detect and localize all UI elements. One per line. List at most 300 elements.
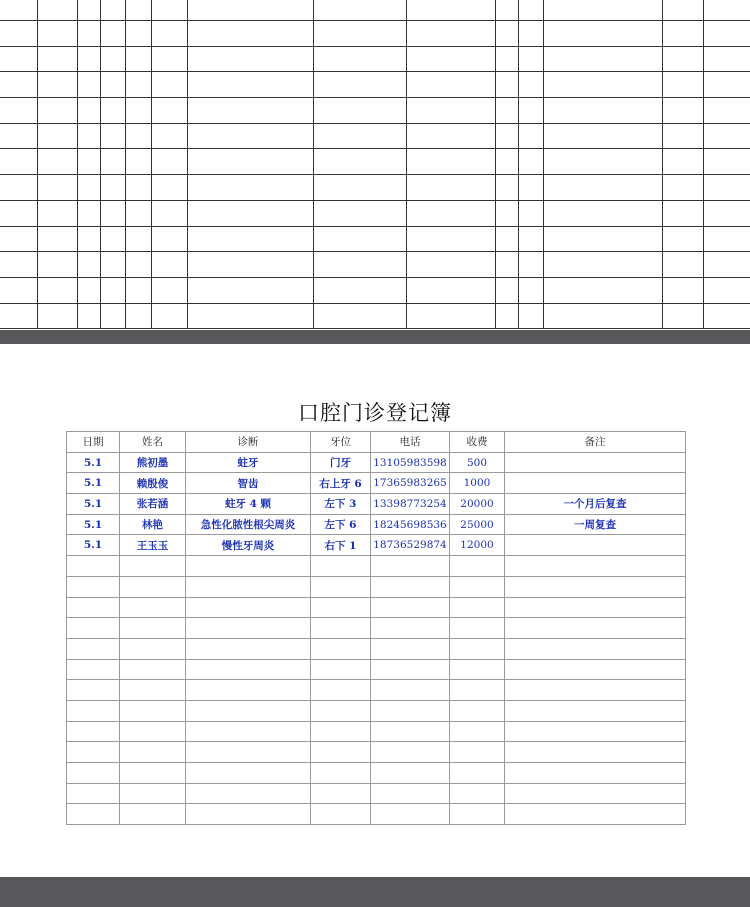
empty-cell (38, 0, 78, 21)
empty-cell (496, 72, 519, 98)
note-cell: 一个月后复查 (505, 494, 686, 515)
empty-cell (67, 742, 120, 763)
empty-cell (120, 556, 186, 577)
empty-cell (120, 618, 186, 639)
empty-cell (67, 721, 120, 742)
empty-cell (371, 618, 450, 639)
diagnosis-cell: 慢性牙周炎 (186, 535, 311, 556)
table-row-empty (67, 680, 686, 701)
table-row-empty (67, 763, 686, 784)
empty-cell (505, 783, 686, 804)
empty-cell (371, 556, 450, 577)
empty-grid-row (0, 175, 750, 201)
empty-cell (544, 123, 663, 149)
tooth-cell: 左下 3 (311, 494, 371, 515)
empty-cell (152, 21, 188, 47)
empty-cell (186, 597, 311, 618)
empty-cell (519, 0, 544, 21)
empty-cell (126, 98, 152, 124)
empty-cell (120, 597, 186, 618)
empty-cell (450, 659, 505, 680)
empty-cell (120, 659, 186, 680)
empty-cell (67, 763, 120, 784)
empty-cell (450, 804, 505, 825)
empty-cell (311, 721, 371, 742)
empty-cell (120, 638, 186, 659)
empty-cell (67, 576, 120, 597)
empty-cell (126, 200, 152, 226)
empty-cell (314, 200, 407, 226)
empty-cell (152, 200, 188, 226)
empty-cell (152, 175, 188, 201)
empty-cell (519, 123, 544, 149)
empty-cell (544, 0, 663, 21)
empty-cell (38, 277, 78, 303)
fee-cell: 500 (450, 452, 505, 473)
empty-cell (101, 72, 126, 98)
empty-cell (663, 226, 704, 252)
empty-cell (314, 21, 407, 47)
empty-cell (67, 700, 120, 721)
table-row-empty (67, 597, 686, 618)
table-row-empty (67, 618, 686, 639)
empty-cell (126, 303, 152, 329)
empty-cell (371, 659, 450, 680)
tooth-cell: 门牙 (311, 452, 371, 473)
empty-cell (188, 72, 314, 98)
empty-cell (0, 72, 38, 98)
empty-cell (120, 763, 186, 784)
empty-cell (314, 98, 407, 124)
empty-cell (78, 123, 101, 149)
empty-cell (101, 0, 126, 21)
empty-cell (78, 21, 101, 47)
empty-cell (152, 98, 188, 124)
empty-cell (78, 0, 101, 21)
empty-cell (311, 597, 371, 618)
empty-cell (126, 21, 152, 47)
empty-grid-row (0, 72, 750, 98)
empty-cell (78, 72, 101, 98)
empty-cell (407, 303, 496, 329)
empty-cell (704, 200, 750, 226)
empty-cell (311, 783, 371, 804)
empty-cell (314, 123, 407, 149)
column-header-date: 日期 (67, 432, 120, 453)
empty-cell (371, 804, 450, 825)
empty-grid-row (0, 277, 750, 303)
empty-cell (186, 680, 311, 701)
empty-cell (519, 200, 544, 226)
empty-cell (188, 0, 314, 21)
page-separator (0, 330, 750, 344)
empty-cell (544, 252, 663, 278)
empty-cell (38, 149, 78, 175)
table-row-empty (67, 638, 686, 659)
name-cell: 张若涵 (120, 494, 186, 515)
empty-cell (188, 149, 314, 175)
empty-cell (0, 98, 38, 124)
empty-cell (126, 0, 152, 21)
empty-cell (120, 783, 186, 804)
empty-cell (407, 21, 496, 47)
table-row (67, 535, 686, 556)
column-header-diagnosis: 诊断 (186, 432, 311, 453)
empty-cell (101, 226, 126, 252)
empty-cell (704, 123, 750, 149)
empty-cell (519, 226, 544, 252)
empty-cell (407, 72, 496, 98)
empty-cell (519, 21, 544, 47)
phone-cell: 17365983265 (371, 473, 450, 494)
empty-cell (663, 175, 704, 201)
empty-cell (311, 763, 371, 784)
empty-cell (0, 149, 38, 175)
empty-cell (450, 576, 505, 597)
empty-cell (0, 252, 38, 278)
empty-cell (38, 46, 78, 72)
empty-cell (505, 618, 686, 639)
empty-cell (101, 123, 126, 149)
table-row-empty (67, 804, 686, 825)
empty-cell (544, 149, 663, 175)
empty-cell (505, 576, 686, 597)
empty-cell (663, 0, 704, 21)
empty-cell (450, 556, 505, 577)
empty-cell (407, 200, 496, 226)
date-cell: 5.1 (67, 535, 120, 556)
empty-cell (152, 277, 188, 303)
diagnosis-cell: 智齿 (186, 473, 311, 494)
empty-cell (120, 804, 186, 825)
empty-cell (152, 72, 188, 98)
empty-cell (371, 783, 450, 804)
empty-cell (78, 98, 101, 124)
empty-cell (126, 175, 152, 201)
empty-cell (186, 576, 311, 597)
empty-cell (496, 21, 519, 47)
phone-cell: 13398773254 (371, 494, 450, 515)
empty-cell (0, 21, 38, 47)
empty-cell (704, 175, 750, 201)
empty-cell (67, 638, 120, 659)
empty-cell (505, 721, 686, 742)
date-cell: 5.1 (67, 494, 120, 515)
empty-cell (544, 72, 663, 98)
empty-cell (505, 556, 686, 577)
name-cell: 熊初墨 (120, 452, 186, 473)
empty-cell (186, 638, 311, 659)
empty-cell (0, 0, 38, 21)
empty-cell (311, 700, 371, 721)
register-table (66, 431, 686, 825)
empty-cell (496, 0, 519, 21)
empty-cell (704, 277, 750, 303)
register-page (0, 344, 750, 877)
empty-cell (505, 763, 686, 784)
empty-cell (505, 804, 686, 825)
empty-cell (505, 659, 686, 680)
empty-grid-row (0, 200, 750, 226)
empty-cell (544, 46, 663, 72)
empty-cell (663, 21, 704, 47)
empty-cell (663, 149, 704, 175)
empty-cell (407, 0, 496, 21)
empty-cell (505, 700, 686, 721)
empty-cell (407, 277, 496, 303)
empty-cell (152, 149, 188, 175)
empty-cell (407, 175, 496, 201)
empty-cell (188, 277, 314, 303)
empty-grid-row (0, 0, 750, 21)
table-row (67, 494, 686, 515)
empty-grid-row (0, 21, 750, 47)
empty-cell (67, 618, 120, 639)
empty-cell (67, 804, 120, 825)
empty-cell (519, 252, 544, 278)
empty-cell (704, 21, 750, 47)
empty-cell (311, 659, 371, 680)
empty-cell (67, 680, 120, 701)
column-header-tooth: 牙位 (311, 432, 371, 453)
empty-cell (38, 226, 78, 252)
empty-cell (544, 98, 663, 124)
empty-cell (101, 277, 126, 303)
empty-cell (126, 252, 152, 278)
empty-cell (663, 123, 704, 149)
empty-cell (152, 252, 188, 278)
empty-cell (505, 638, 686, 659)
empty-cell (544, 277, 663, 303)
empty-cell (663, 72, 704, 98)
empty-grid-row (0, 149, 750, 175)
column-header-phone: 电话 (371, 432, 450, 453)
empty-cell (407, 46, 496, 72)
empty-cell (101, 175, 126, 201)
empty-cell (101, 252, 126, 278)
empty-cell (67, 783, 120, 804)
empty-cell (67, 659, 120, 680)
empty-cell (496, 46, 519, 72)
empty-cell (0, 303, 38, 329)
note-cell: 一周复查 (505, 514, 686, 535)
empty-grid-row (0, 123, 750, 149)
empty-cell (407, 149, 496, 175)
fee-cell: 20000 (450, 494, 505, 515)
empty-cell (544, 175, 663, 201)
empty-cell (78, 149, 101, 175)
empty-cell (0, 226, 38, 252)
empty-cell (450, 618, 505, 639)
empty-grid-row (0, 303, 750, 329)
empty-cell (314, 226, 407, 252)
empty-cell (496, 303, 519, 329)
name-cell: 王玉玉 (120, 535, 186, 556)
empty-cell (0, 46, 38, 72)
empty-cell (663, 252, 704, 278)
empty-cell (371, 742, 450, 763)
empty-cell (188, 252, 314, 278)
empty-cell (663, 98, 704, 124)
empty-cell (314, 0, 407, 21)
empty-cell (704, 46, 750, 72)
empty-cell (314, 149, 407, 175)
empty-cell (38, 72, 78, 98)
name-cell: 赖殷俊 (120, 473, 186, 494)
empty-cell (0, 200, 38, 226)
empty-cell (496, 226, 519, 252)
diagnosis-cell: 蛀牙 4 颗 (186, 494, 311, 515)
empty-cell (126, 72, 152, 98)
empty-cell (704, 149, 750, 175)
empty-cell (450, 721, 505, 742)
empty-cell (371, 700, 450, 721)
empty-cell (371, 597, 450, 618)
fee-cell: 12000 (450, 535, 505, 556)
empty-grid-row (0, 46, 750, 72)
empty-cell (0, 277, 38, 303)
empty-cell (519, 303, 544, 329)
empty-cell (78, 200, 101, 226)
empty-cell (126, 277, 152, 303)
note-cell (505, 535, 686, 556)
empty-cell (314, 175, 407, 201)
table-row-empty (67, 576, 686, 597)
empty-cell (314, 252, 407, 278)
table-row-empty (67, 659, 686, 680)
column-header-name: 姓名 (120, 432, 186, 453)
empty-cell (450, 638, 505, 659)
empty-cell (407, 98, 496, 124)
empty-cell (188, 200, 314, 226)
empty-cell (67, 597, 120, 618)
empty-cell (120, 576, 186, 597)
empty-cell (101, 149, 126, 175)
empty-cell (38, 98, 78, 124)
empty-cell (188, 98, 314, 124)
empty-cell (186, 783, 311, 804)
empty-cell (311, 742, 371, 763)
empty-cell (496, 123, 519, 149)
empty-cell (38, 252, 78, 278)
empty-cell (544, 200, 663, 226)
empty-cell (311, 638, 371, 659)
empty-cell (188, 46, 314, 72)
empty-cell (101, 200, 126, 226)
empty-cell (311, 618, 371, 639)
header-row (67, 432, 686, 453)
empty-cell (311, 556, 371, 577)
empty-cell (78, 277, 101, 303)
diagnosis-cell: 蛀牙 (186, 452, 311, 473)
empty-cell (450, 680, 505, 701)
empty-grid-row (0, 226, 750, 252)
empty-cell (450, 742, 505, 763)
note-cell (505, 452, 686, 473)
empty-cell (0, 123, 38, 149)
empty-cell (496, 200, 519, 226)
empty-cell (126, 46, 152, 72)
empty-cell (311, 576, 371, 597)
date-cell: 5.1 (67, 514, 120, 535)
empty-cell (120, 680, 186, 701)
empty-cell (101, 46, 126, 72)
fee-cell: 1000 (450, 473, 505, 494)
table-row (67, 452, 686, 473)
phone-cell: 18245698536 (371, 514, 450, 535)
empty-cell (188, 303, 314, 329)
empty-cell (120, 721, 186, 742)
empty-cell (371, 576, 450, 597)
empty-cell (704, 252, 750, 278)
empty-cell (38, 175, 78, 201)
empty-cell (152, 46, 188, 72)
empty-cell (496, 277, 519, 303)
empty-cell (67, 556, 120, 577)
empty-cell (101, 98, 126, 124)
empty-cell (496, 149, 519, 175)
empty-cell (152, 123, 188, 149)
empty-cell (126, 149, 152, 175)
empty-cell (38, 303, 78, 329)
empty-cell (126, 226, 152, 252)
empty-cell (188, 175, 314, 201)
empty-cell (704, 72, 750, 98)
empty-cell (101, 21, 126, 47)
empty-cell (186, 556, 311, 577)
empty-cell (450, 597, 505, 618)
empty-cell (188, 123, 314, 149)
column-header-fee: 收费 (450, 432, 505, 453)
empty-cell (371, 680, 450, 701)
empty-cell (186, 804, 311, 825)
empty-cell (78, 252, 101, 278)
empty-cell (407, 123, 496, 149)
tooth-cell: 右下 1 (311, 535, 371, 556)
empty-cell (371, 638, 450, 659)
empty-cell (663, 46, 704, 72)
empty-cell (186, 721, 311, 742)
empty-cell (188, 226, 314, 252)
empty-cell (120, 700, 186, 721)
table-row-empty (67, 556, 686, 577)
empty-cell (38, 21, 78, 47)
empty-cell (519, 72, 544, 98)
empty-grid-row (0, 98, 750, 124)
tooth-cell: 左下 6 (311, 514, 371, 535)
fee-cell: 25000 (450, 514, 505, 535)
empty-cell (704, 0, 750, 21)
empty-cell (505, 597, 686, 618)
empty-cell (519, 98, 544, 124)
diagnosis-cell: 急性化脓性根尖周炎 (186, 514, 311, 535)
empty-cell (188, 21, 314, 47)
empty-cell (314, 277, 407, 303)
column-header-note: 备注 (505, 432, 686, 453)
empty-cell (496, 98, 519, 124)
tooth-cell: 右上牙 6 (311, 473, 371, 494)
table-row (67, 473, 686, 494)
table-row-empty (67, 700, 686, 721)
empty-cell (101, 303, 126, 329)
empty-cell (519, 175, 544, 201)
empty-cell (186, 742, 311, 763)
empty-cell (544, 226, 663, 252)
empty-cell (311, 680, 371, 701)
empty-cell (78, 226, 101, 252)
empty-cell (450, 700, 505, 721)
date-cell: 5.1 (67, 452, 120, 473)
